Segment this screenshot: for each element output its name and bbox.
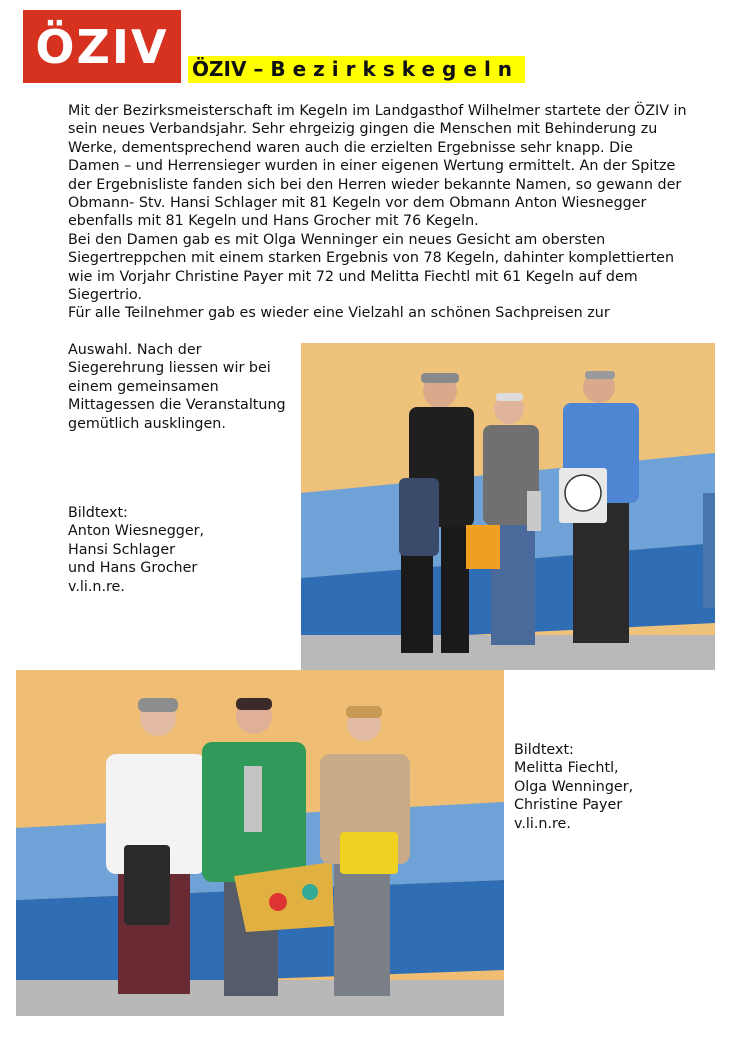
- paragraph-1: Mit der Bezirksmeisterschaft im Kegeln im Landgasthof Wilhelmer startete der ÖZIV in sein neues Verbandsjahr. Sehr ehrgeizig gingen die Menschen mit Behinderung zu Werke, dementsprechend waren auch die erzielten Ergebnisse sehr knapp. Die Damen – und Herrensieger wurden in einer eigenen Wertung ermittelt. An der Spitze der Ergebnisliste fanden sich bei den Herren wieder bekannte Namen, so gewann der Obmann- Stv. Hansi Schlager mit 81 Kegeln vor dem Obmann Anton Wiesnegger ebenfalls mit 81 Kegeln und Hans Grocher mit 76 Kegeln.: [68, 103, 687, 230]
- article-intro: [68, 102, 688, 323]
- caption-line: und Hans Grocher: [68, 560, 198, 577]
- paragraph-2: Bei den Damen gab es mit Olga Wenninger ein neues Gesicht am obersten Siegertreppchen mit einem starken Ergebnis von 78 Kegeln, dahinter komplettierten wie im Vorjahr Christine Payer mit 72 und Melitta Fiechtl mit 61 Kegeln auf dem Siegertrio.: [68, 231, 675, 304]
- caption-line: Hansi Schlager: [68, 541, 176, 558]
- caption-line: Melitta Fiechtl,: [514, 760, 619, 777]
- closing-text: Auswahl. Nach der Siegerehrung liessen wir bei einem gemeinsamen Mittagessen die Veranstaltung gemütlich ausklingen.: [68, 342, 286, 432]
- oeziv-logo: [23, 10, 181, 83]
- caption-line: Olga Wenninger,: [514, 778, 634, 795]
- caption-women: [514, 741, 633, 833]
- caption-men: [68, 504, 204, 596]
- caption-line: v.li.n.re.: [514, 815, 571, 832]
- title-prefix: ÖZIV –: [192, 57, 271, 81]
- caption-line: Anton Wiesnegger,: [68, 523, 205, 540]
- caption-line: v.li.n.re.: [68, 578, 125, 595]
- photo-women-image: [16, 670, 504, 1016]
- title-word: Bezirkskegeln: [270, 57, 520, 81]
- caption-line: Bildtext:: [514, 742, 574, 758]
- photo-men-image: [301, 343, 715, 670]
- photo-women-winners: [16, 670, 504, 1016]
- photo-men-winners: [301, 343, 715, 670]
- caption-line: Christine Payer: [514, 797, 623, 814]
- caption-line: Bildtext:: [68, 505, 128, 521]
- page-title: [188, 56, 525, 83]
- logo-text: ÖZIV: [35, 19, 169, 74]
- paragraph-3: Für alle Teilnehmer gab es wieder eine Vielzahl an schönen Sachpreisen zur: [68, 305, 610, 322]
